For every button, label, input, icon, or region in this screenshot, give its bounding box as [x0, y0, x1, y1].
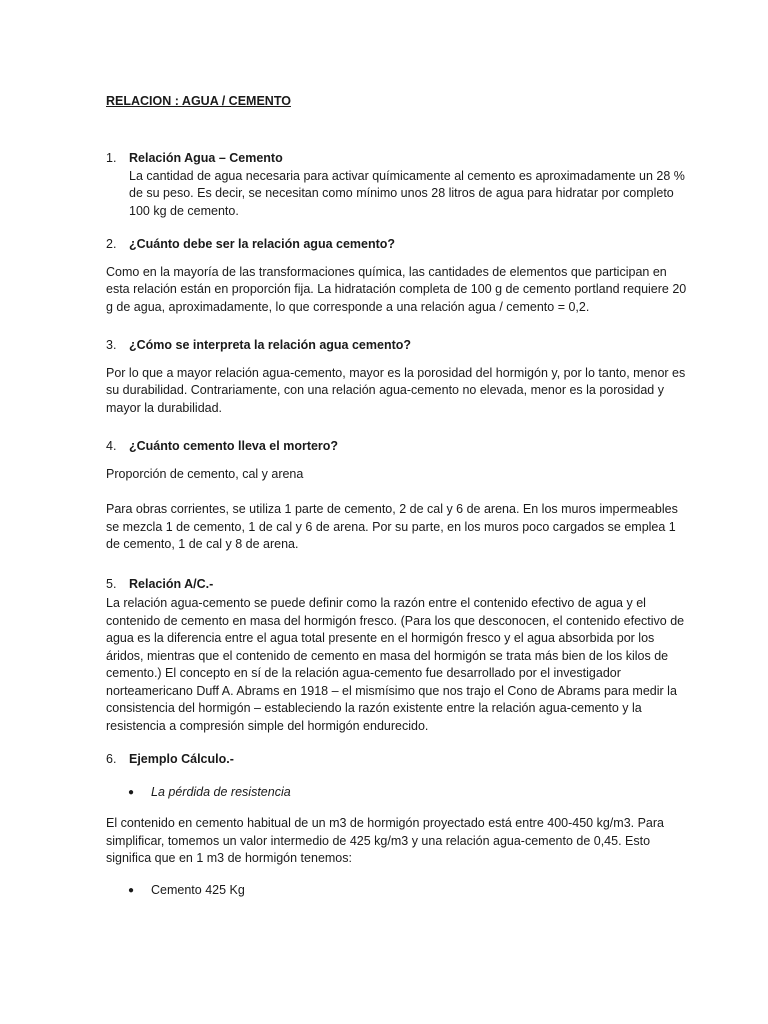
section-number: 3.	[106, 338, 117, 352]
section-heading-2	[106, 236, 688, 254]
section-heading-text: ¿Cuánto debe ser la relación agua cemento?	[129, 237, 396, 251]
section-heading-text: ¿Cómo se interpreta la relación agua cemento?	[129, 338, 412, 352]
section-heading-text: Relación A/C.-	[129, 576, 214, 591]
section-number: 6.	[106, 752, 117, 766]
section-5-body: La relación agua-cemento se puede definir como la razón entre el contenido efectivo de agua y el contenido de cemento en masa del hormigón fresco. (Para los que desconocen, el contenido efectivo de agua es la diferencia entre el agua total presente en el hormigón fresco y el agua absorbida por los áridos, mientras que el contenido de cemento en masa del hormigón se trata más bien de los kilos de cemento.) El concepto en sí de la relación agua-cemento fue desarrollado por el investigador norteamericano Duff A. Abrams en 1918 – el mismísimo que nos trajo el Cono de Abrams para medir la consistencia del hormigón – estableciendo la razón existente entre la relación agua-cemento y la resistencia a compresión simple del hormigón endurecido.	[106, 596, 685, 733]
section-number: 5.	[106, 576, 117, 591]
section-3-body: Por lo que a mayor relación agua-cemento, mayor es la porosidad del hormigón y, por lo tanto, menor es su durabilidad. Contrariamente, con una relación agua-cemento no elevada, menor es la porosidad y mayor la durabilidad.	[106, 365, 686, 415]
bullet-item	[106, 882, 688, 900]
section-4-body: Para obras corrientes, se utiliza 1 parte de cemento, 2 de cal y 6 de arena. En los muros impermeables se mezcla 1 de cemento, 1 de cal y 6 de arena. Por su parte, en los muros poco cargados se emplea 1 de cemento, 1 de cal y 8 de arena.	[106, 502, 678, 551]
section-1-body: La cantidad de agua necesaria para activar químicamente al cemento es aproximadamente un 28 % de su peso. Es decir, se necesitan como mínimo unos 28 litros de agua para hidratar por completo 100 kg de cemento.	[129, 168, 685, 218]
section-heading-5	[106, 576, 688, 594]
bullet-item	[106, 784, 688, 802]
section-heading-3	[106, 337, 688, 355]
section-6-body: El contenido en cemento habitual de un m3 de hormigón proyectado está entre 400-450 kg/m3. Para simplificar, tomemos un valor intermedio de 425 kg/m3 y una relación agua-cemento de 0,45. Esto significa que en 1 m3 de hormigón tenemos:	[106, 816, 664, 865]
bullet-text: La pérdida de resistencia	[151, 784, 291, 799]
section-number: 4.	[106, 439, 117, 453]
section-heading-1	[106, 150, 688, 168]
section-number: 2.	[106, 237, 117, 251]
bullet-text: Cemento 425 Kg	[151, 882, 245, 897]
document-title: RELACION : AGUA / CEMENTO	[106, 94, 291, 108]
bullet-icon: ●	[128, 786, 135, 798]
section-heading-text: ¿Cuánto cemento lleva el mortero?	[129, 439, 339, 453]
section-heading-text: Relación Agua – Cemento	[129, 151, 283, 165]
section-number: 1.	[106, 151, 117, 165]
section-4-subtitle: Proporción de cemento, cal y arena	[106, 466, 304, 481]
section-2-body: Como en la mayoría de las transformaciones química, las cantidades de elementos que participan en esta relación están en proporción fija. La hidratación completa de 100 g de cemento portland requiere 20 g de agua, aproximadamente, lo que corresponde a una relación agua / cemento = 0,2.	[106, 264, 687, 314]
section-heading-6	[106, 751, 688, 769]
section-heading-4	[106, 438, 688, 456]
section-heading-text: Ejemplo Cálculo.-	[129, 752, 234, 766]
bullet-icon: ●	[128, 884, 135, 896]
